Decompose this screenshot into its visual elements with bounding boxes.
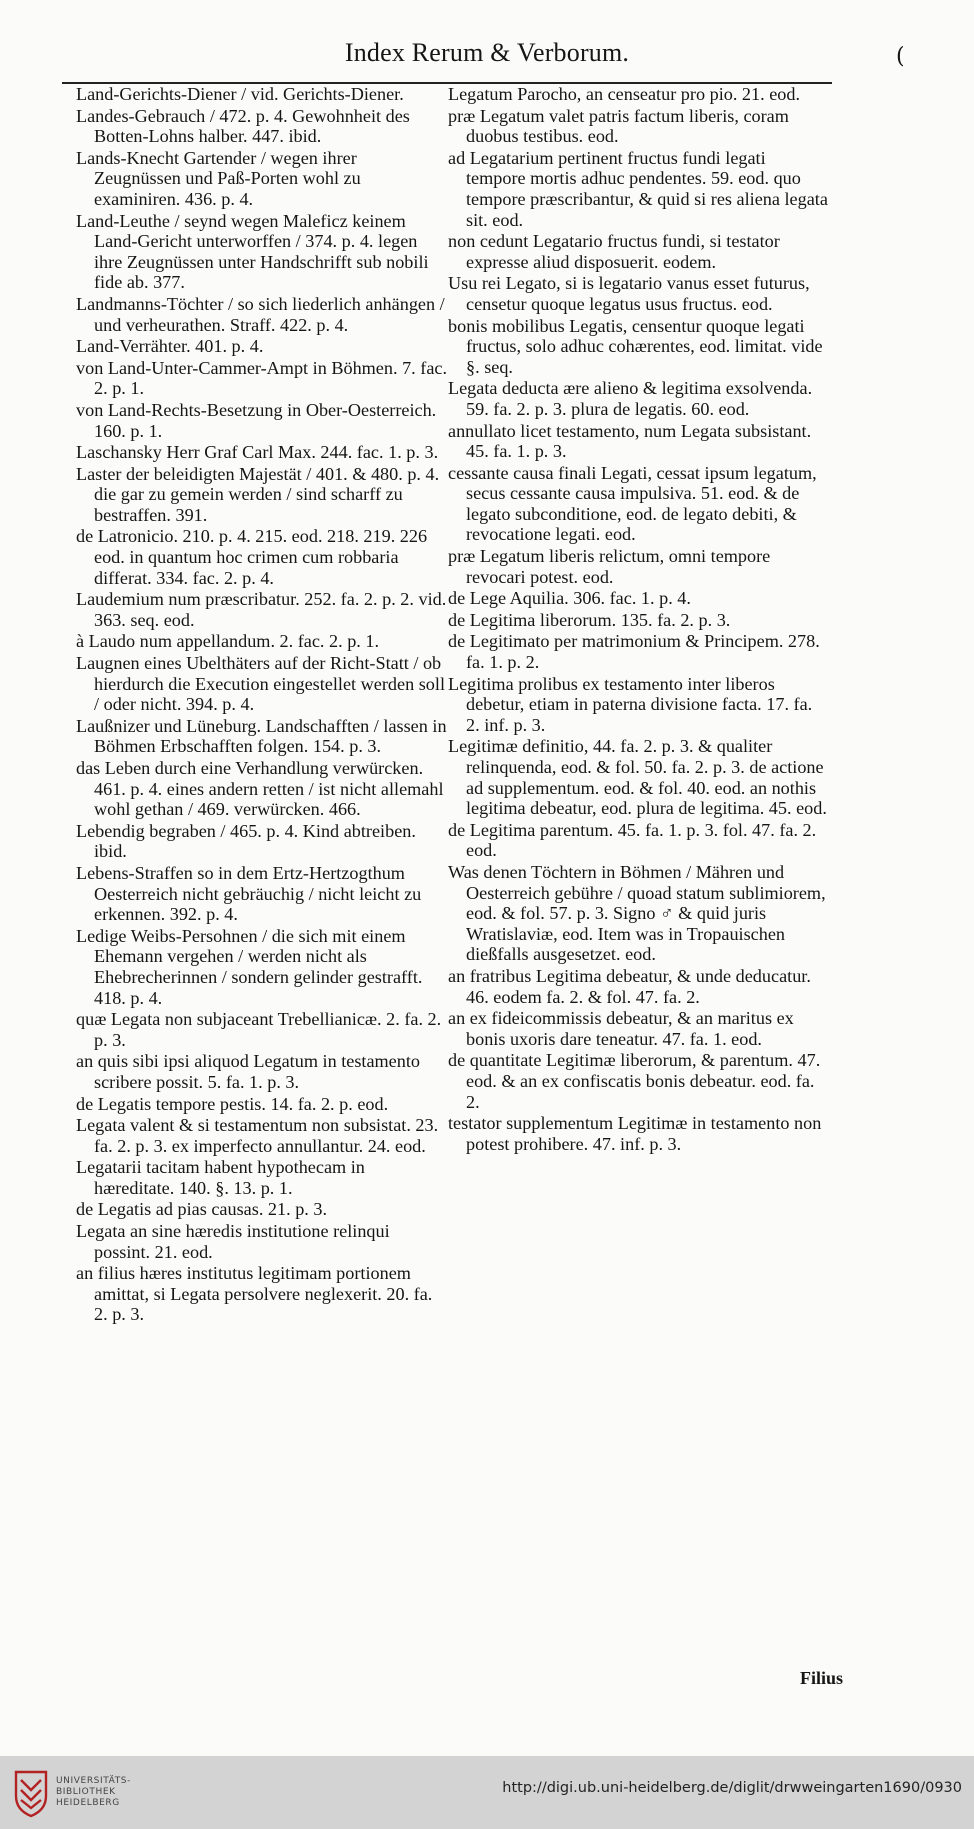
left-index-entry: Land-Gerichts-Diener / vid. Gerichts-Diener. (76, 84, 404, 104)
left-index-entry: Laudemium num præscribatur. 252. fa. 2. p. 2. vid. 363. seq. eod. (76, 589, 447, 630)
library-name-line: UNIVERSITÄTS- (56, 1776, 131, 1786)
right-column (448, 84, 828, 1155)
catchword: Filius (800, 1668, 844, 1688)
right-index-entry: Legitima prolibus ex testamento inter liberos debetur, etiam in paterna divisione facta. 17. fa. 2. inf. p. 3. (448, 673, 813, 735)
left-index-entry: Lebendig begraben / 465. p. 4. Kind abtreiben. ibid. (76, 820, 416, 862)
left-index-entry: de Latronicio. 210. p. 4. 215. eod. 218. 219. 226 eod. in quantum hoc crimen cum robbaria differat. 334. fac. 2. p. 4. (76, 526, 428, 588)
right-index-entry: bonis mobilibus Legatis, censentur quoque legati fructus, solo adhuc cohærentes, eod. limitat. vide §. seq. (448, 315, 823, 377)
right-index-entry: testator supplementum Legitimæ in testamento non potest prohibere. 47. inf. p. 3. (448, 1113, 822, 1154)
left-index-entry: von Land-Rechts-Besetzung in Ober-Oesterreich. 160. p. 1. (76, 399, 437, 441)
left-index-entry: Legata valent & si testamentum non subsistat. 23. fa. 2. p. 3. ex imperfecto annullantur. 24. eod. (76, 1115, 439, 1156)
left-index-entry: Laußnizer und Lüneburg. Landschafften / lassen in Böhmen Erbschafften folgen. 154. p. 3. (76, 715, 447, 757)
page-header: Index Rerum & Verborum. (344, 38, 630, 67)
left-index-entry: Lands-Knecht Gartender / wegen ihrer Zeugnüssen und Paß-Porten wohl zu examiniren. 436. p. 4. (76, 147, 361, 209)
right-index-entry: an ex fideicommissis debeatur, & an maritus ex bonis uxoris dare teneatur. 47. fa. 1. eod. (448, 1008, 794, 1049)
left-index-entry: de Legatis tempore pestis. 14. fa. 2. p. eod. (76, 1093, 389, 1114)
left-index-entry: quæ Legata non subjaceant Trebellianicæ. 2. fa. 2. p. 3. (76, 1009, 442, 1050)
right-index-entry: non cedunt Legatario fructus fundi, si testator expresse aliud disposuerit. eodem. (448, 231, 780, 272)
right-index-entry: ad Legatarium pertinent fructus fundi legati tempore mortis adhuc pendentes. 59. eod. quo tempore præscribantur, & quid si res aliena legata sit. eod. (448, 147, 828, 230)
right-index-entry: de Lege Aquilia. 306. fac. 1. p. 4. (448, 588, 691, 609)
left-index-entry: Land-Leuthe / seynd wegen Maleficz keinem Land-Gericht unterworffen / 374. p. 4. legen ihre Zeugnüssen unter Handschrifft sub nobili fide ab. 377. (76, 210, 429, 293)
right-index-entry: de Legitima liberorum. 135. fa. 2. p. 3. (448, 609, 731, 630)
left-index-entry: das Leben durch eine Verhandlung verwürcken. 461. p. 4. eines andern retten / ist nicht allemahl wohl gethan / 469. verwürcken. 466. (76, 758, 444, 820)
left-index-entry: Legatarii tacitam habent hypothecam in hæreditate. 140. §. 13. p. 1. (76, 1157, 365, 1198)
right-index-entry: præ Legatum valet patris factum liberis, coram duobus testibus. eod. (448, 105, 789, 147)
university-seal-icon[interactable] (12, 1766, 50, 1818)
library-name-line: BIBLIOTHEK (56, 1787, 116, 1797)
left-index-entry: Laugnen eines Ubelthäters auf der Richt-Statt / ob hierdurch die Execution eingestellet werden soll / oder nicht. 394. p. 4. (76, 653, 445, 715)
right-index-entry: Legatum Parocho, an censeatur pro pio. 21. eod. (448, 84, 801, 104)
right-index-entry: de quantitate Legitimæ liberorum, & parentum. 47. eod. & an ex confiscatis bonis debeatur. eod. fa. 2. (448, 1050, 821, 1112)
library-name[interactable] (56, 1776, 131, 1809)
left-index-entry: Landes-Gebrauch / 472. p. 4. Gewohnheit des Botten-Lohns halber. 447. ibid. (76, 105, 410, 147)
header-mark: ( (896, 44, 905, 69)
left-index-entry: Laster der beleidigten Majestät / 401. & 480. p. 4. die gar zu gemein werden / sind scharff zu bestraffen. 391. (76, 463, 440, 525)
right-index-entry: Legitimæ definitio, 44. fa. 2. p. 3. & qualiter relinquenda, eod. & fol. 50. fa. 2. p. 3. de actione ad supplementum. eod. & fol. 40. eod. an nothis legitima debeatur, eod. plura de legitima. 45. eod. (448, 736, 827, 819)
left-column (76, 84, 448, 1326)
right-index-entry: Usu rei Legato, si is legatario vanus esset futurus, censetur quoque legatus usus fructus. eod. (448, 273, 810, 314)
right-index-entry: de Legitima parentum. 45. fa. 1. p. 3. fol. 47. fa. 2. eod. (448, 819, 817, 861)
footer-bar (0, 1756, 974, 1829)
left-index-entry: Legata an sine hæredis institutione relinqui possint. 21. eod. (76, 1221, 390, 1262)
left-index-entry: Lebens-Straffen so in dem Ertz-Hertzogthum Oesterreich nicht gebräuchig / nicht leicht zu erkennen. 392. p. 4. (76, 862, 422, 925)
right-index-entry: Was denen Töchtern in Böhmen / Mähren und Oesterreich gebühre / quoad statum sublimiorem, eod. & fol. 57. p. 3. Signo ♂ & quid juris Wratislaviæ, eod. Item was in Tropauischen dießfalls ausgesetzet. eod. (448, 861, 826, 965)
left-index-entry: Landmanns-Töchter / so sich liederlich anhängen / und verheurathen. Straff. 422. p. 4. (76, 293, 445, 335)
right-index-entry: Legata deducta ære alieno & legitima exsolvenda. 59. fa. 2. p. 3. plura de legatis. 60. eod. (448, 378, 813, 419)
left-index-entry: an quis sibi ipsi aliquod Legatum in testamento scribere possit. 5. fa. 1. p. 3. (76, 1051, 420, 1092)
left-index-entry: Laschansky Herr Graf Carl Max. 244. fac. 1. p. 3. (76, 442, 439, 463)
left-index-entry: de Legatis ad pias causas. 21. p. 3. (76, 1199, 328, 1220)
source-url-link[interactable]: http://digi.ub.uni-heidelberg.de/diglit/drwweingarten1690/0930 (502, 1780, 962, 1796)
left-index-entry: Land-Verrähter. 401. p. 4. (76, 336, 264, 357)
right-index-entry: annullato licet testamento, num Legata subsistant. 45. fa. 1. p. 3. (448, 420, 812, 462)
left-index-entry: à Laudo num appellandum. 2. fac. 2. p. 1. (76, 631, 380, 652)
left-index-entry: von Land-Unter-Cammer-Ampt in Böhmen. 7. fac. 2. p. 1. (76, 357, 448, 399)
left-index-entry: an filius hæres institutus legitimam portionem amittat, si Legata persolvere neglexerit. 20. fa. 2. p. 3. (76, 1263, 433, 1325)
library-name-line: HEIDELBERG (56, 1798, 120, 1808)
left-index-entry: Ledige Weibs-Persohnen / die sich mit einem Ehemann vergehen / werden nicht als Ehebrecherinnen / sondern gelinder gestrafft. 418. p. 4. (76, 925, 423, 1008)
right-index-entry: præ Legatum liberis relictum, omni tempore revocari potest. eod. (448, 546, 771, 587)
right-index-entry: de Legitimato per matrimonium & Principem. 278. fa. 1. p. 2. (448, 631, 820, 673)
right-index-entry: an fratribus Legitima debeatur, & unde deducatur. 46. eodem fa. 2. & fol. 47. fa. 2. (448, 965, 811, 1007)
right-index-entry: cessante causa finali Legati, cessat ipsum legatum, secus cessante causa impulsiva. 51. eod. & de legato subconditione, eod. de legato debiti, & revocatione legati. eod. (448, 462, 817, 545)
